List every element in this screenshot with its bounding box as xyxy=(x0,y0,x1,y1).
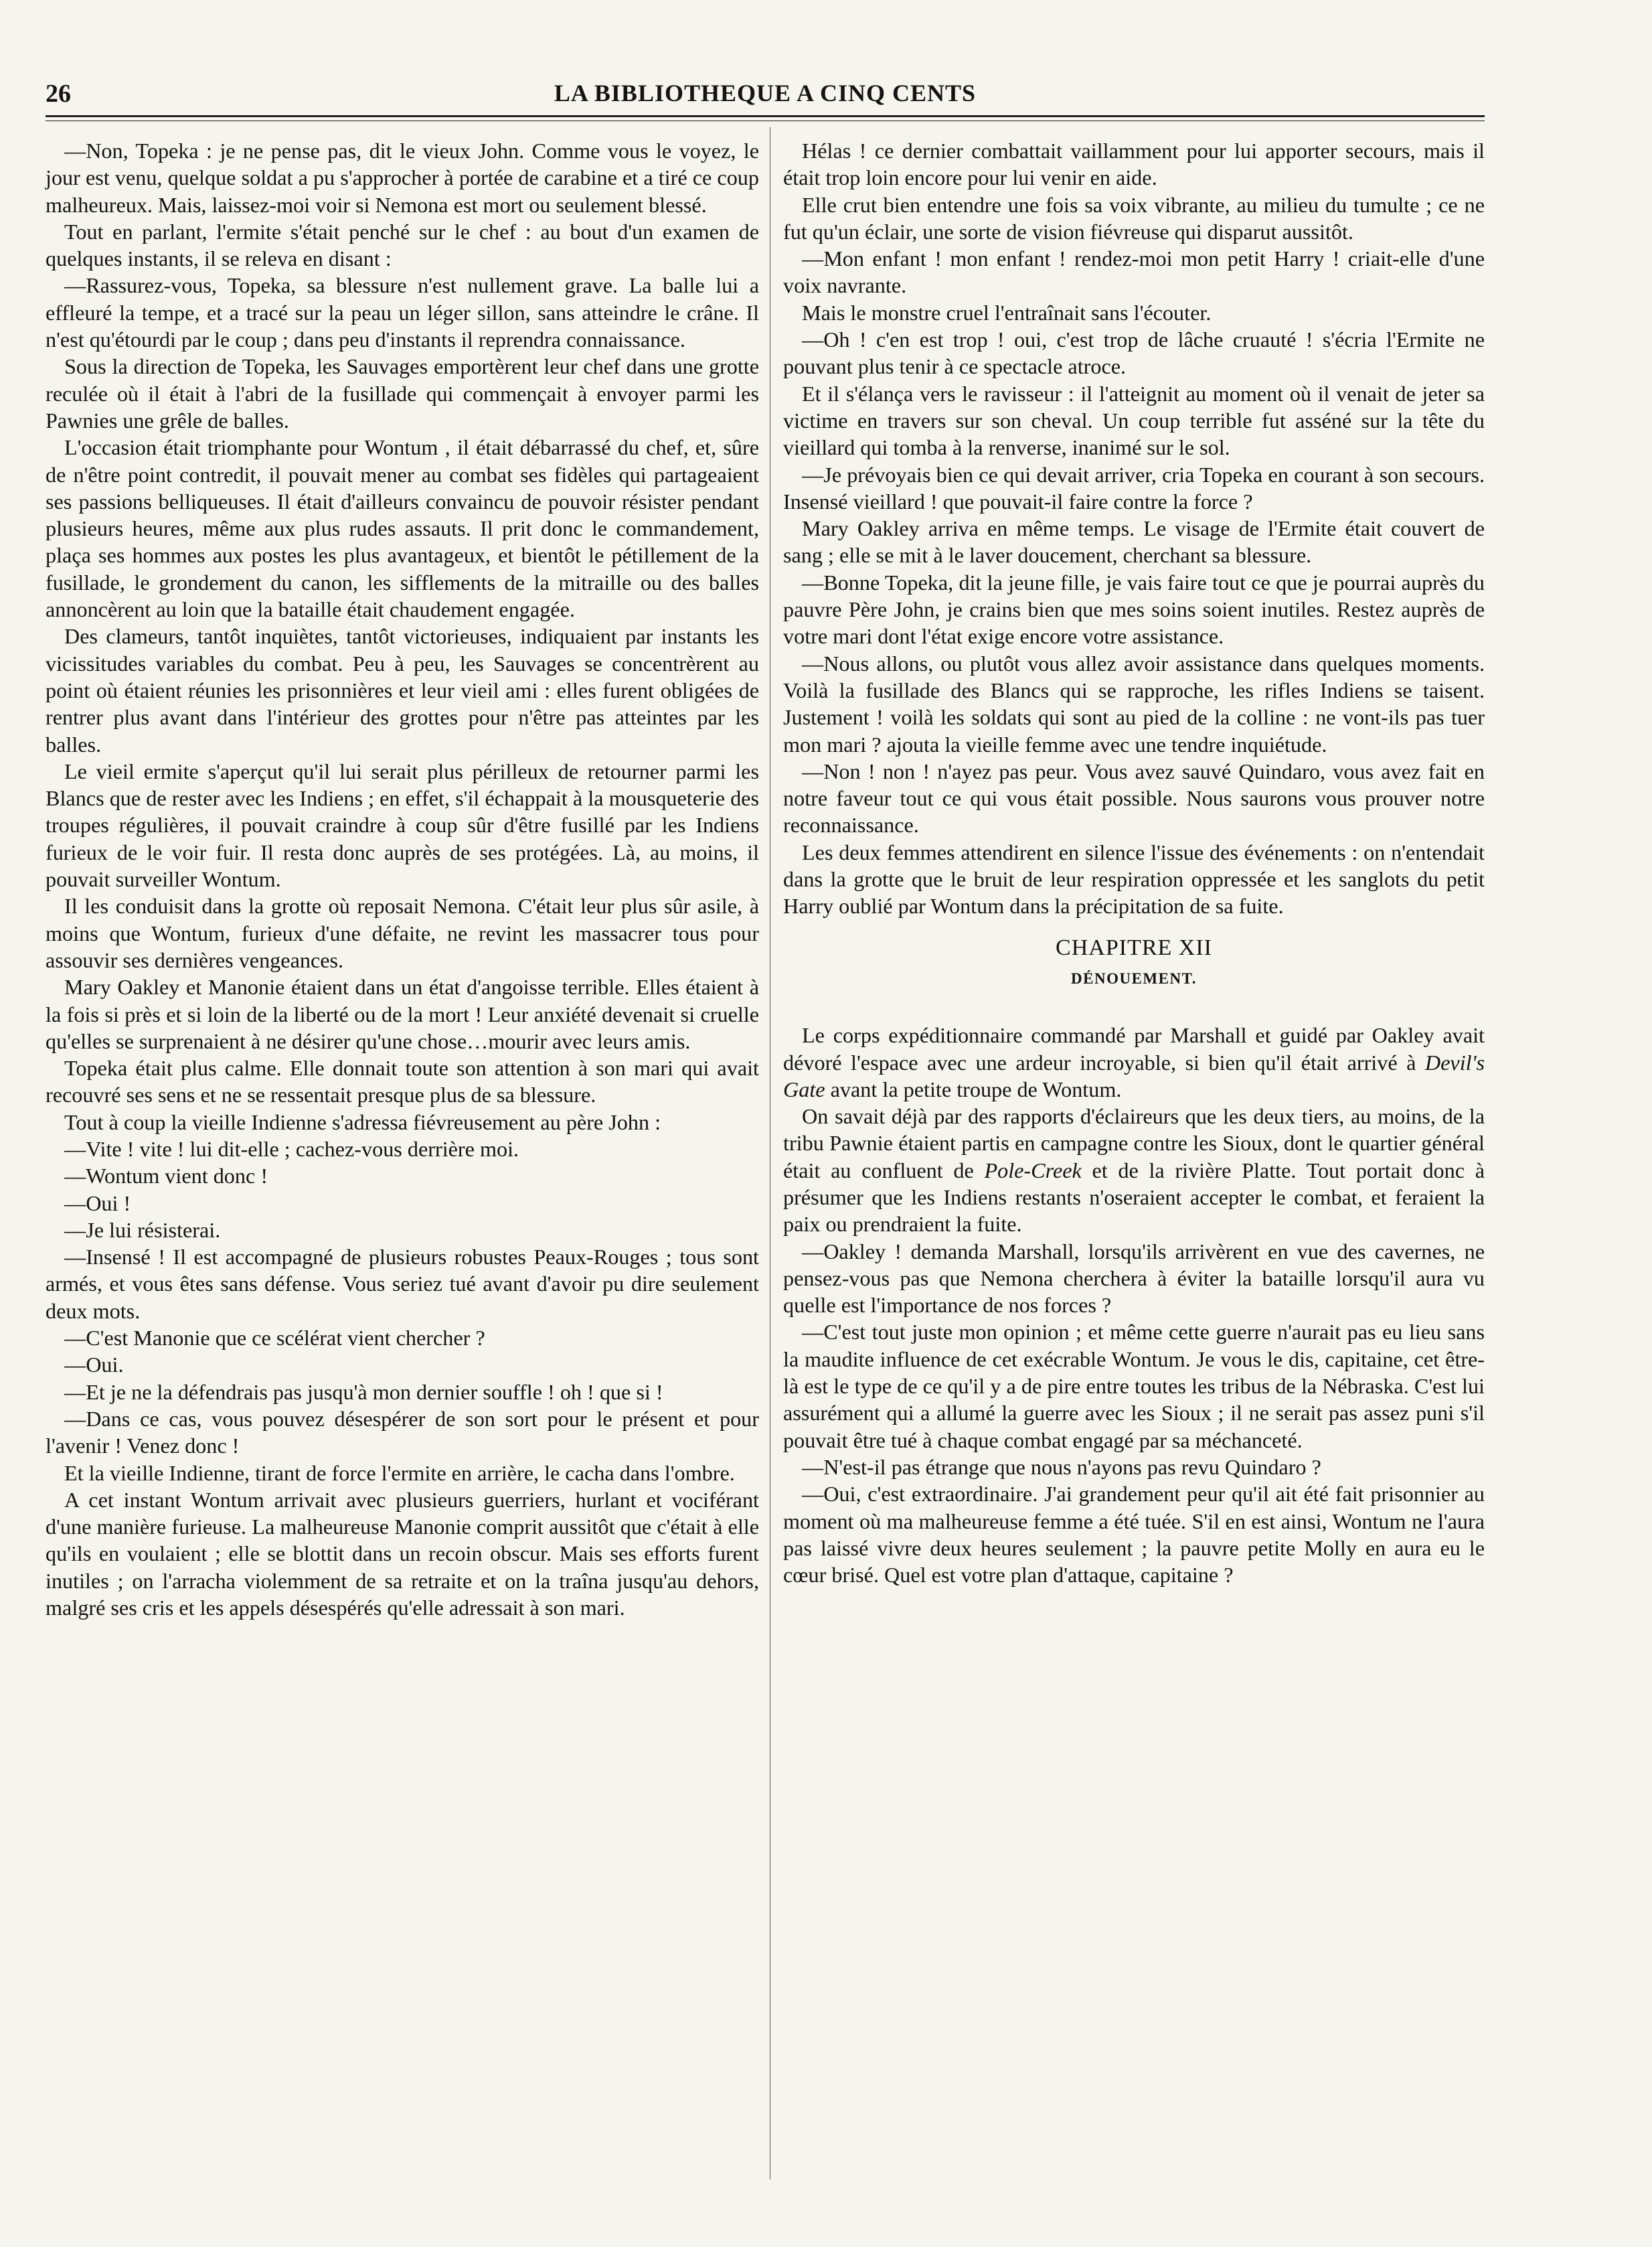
paragraph: —Vite ! vite ! lui dit-elle ; cachez-vous derrière moi. xyxy=(64,1136,519,1161)
running-title: LA BIBLIOTHEQUE A CINQ CENTS xyxy=(554,80,977,106)
paragraph: —Mon enfant ! mon enfant ! rendez-moi mon petit Harry ! criait-elle d'une voix navrante. xyxy=(783,246,1485,298)
paragraph: Sous la direction de Topeka, les Sauvages emportèrent leur chef dans une grotte reculée où il était à l'abri de la fusillade qui commençait à envoyer parmi les Pawnies une grêle de balles. xyxy=(46,354,759,433)
paragraph: Mary Oakley et Manonie étaient dans un état d'angoisse terrible. Elles étaient à la fois si près et si loin de la liberté ou de la mort ! Leur anxiété devenait si cruelle qu'elles se surprenaient à ne désirer qu'une chose…mourir avec leurs amis. xyxy=(46,975,759,1053)
paragraph: On savait déjà par des rapports d'éclaireurs que les deux tiers, au moins, de la tribu Pawnie étaient partis en campagne contre les Sioux, dont le quartier général était au confluent de Pole-Creek et de la rivière Platte. Tout portait donc à présumer que les Indiens restants n'oseraient accepter le combat, et feraient la paix ou prendraient la fuite. xyxy=(783,1104,1485,1237)
paragraph: Mais le monstre cruel l'entraînait sans l'écouter. xyxy=(802,300,1212,325)
paragraph: —Je lui résisterai. xyxy=(64,1217,221,1242)
paragraph: Hélas ! ce dernier combattait vaillamment pour lui apporter secours, mais il était trop loin encore pour lui venir en aide. xyxy=(783,139,1485,190)
paragraph: Il les conduisit dans la grotte où reposait Nemona. C'était leur plus sûr asile, à moins que Wontum, furieux d'une défaite, ne revint les massacrer tous pour assouvir ses dernières vengeances. xyxy=(46,894,759,972)
place-name: Pole-Creek xyxy=(984,1158,1082,1182)
paragraph: —Oui, c'est extraordinaire. J'ai grandement peur qu'il ait été fait prisonnier au moment où ma malheureuse femme a été tuée. S'il en est ainsi, Wontum ne l'aura pas laissé vivre deux heures seulement ; la pauvre petite Molly en aura eu le cœur brisé. Quel est votre plan d'attaque, capitaine ? xyxy=(783,1482,1485,1587)
paragraph: —C'est Manonie que ce scélérat vient chercher ? xyxy=(64,1326,485,1350)
paragraph: —Wontum vient donc ! xyxy=(64,1164,268,1188)
paragraph: A cet instant Wontum arrivait avec plusieurs guerriers, hurlant et vociférant d'une manière furieuse. La malheureuse Manonie comprit aussitôt que c'était à elle qu'ils en voulaient ; elle se blottit dans un recoin obscur. Mais ses efforts furent inutiles ; on l'arracha violemment de sa retraite et on la traîna jusqu'au dehors, malgré ses cris et les appels désespérés qu'elle adressait à son mari. xyxy=(46,1487,759,1620)
paragraph: Tout à coup la vieille Indienne s'adressa fiévreusement au père John : xyxy=(64,1109,661,1134)
paragraph: L'occasion était triomphante pour Wontum , il était débarrassé du chef, et, sûre de n'être point contredit, il pouvait mener au combat ses fidèles qui partageaient ses passions belliqueuses. Il était d'ailleurs convaincu de pouvoir résister pendant plusieurs heures, même aux plus rudes assauts. Il prit donc le commandement, plaça ses hommes aux postes les plus avantageux, et bientôt le pétillement de la fusillade, le grondement du canon, les sifflements de la mitraille ou des balles annoncèrent au loin que la bataille était chaudement engagée. xyxy=(46,435,759,622)
chapter-title: CHAPITRE XII xyxy=(1056,935,1212,960)
paragraph: Le vieil ermite s'aperçut qu'il lui serait plus périlleux de retourner parmi les Blancs que de rester avec les Indiens ; en effet, s'il échappait à la mousqueterie des troupes régulières, il pouvait craindre à coup sûr d'être fusillé par les Indiens furieux de le voir fuir. Il resta donc auprès de ses protégées. Là, au moins, il pouvait surveiller Wontum. xyxy=(46,759,759,892)
paragraph: —Oui. xyxy=(64,1352,124,1377)
paragraph: Les deux femmes attendirent en silence l'issue des événements : on n'entendait dans la grotte que le bruit de leur respiration oppressée et les sanglots du petit Harry oublié par Wontum dans la précipitation de sa fuite. xyxy=(783,840,1485,919)
place-name: Devil's Gate xyxy=(783,1050,1485,1101)
right-column xyxy=(783,137,1485,1588)
paragraph: Des clameurs, tantôt inquiètes, tantôt victorieuses, indiquaient par instants les vicissitudes variables du combat. Peu à peu, les Sauvages se concentrèrent au point où étaient réunies les prisonnières et leur vieil ami : elles furent obligées de rentrer plus avant dans l'intérieur des grottes pour n'être pas atteintes par les balles. xyxy=(46,624,759,757)
left-column xyxy=(46,137,759,1621)
paragraph: Et il s'élança vers le ravisseur : il l'atteignit au moment où il venait de jeter sa victime en travers sur son cheval. Un coup terrible fut asséné sur la tête du vieillard qui tomba à la renverse, inanimé sur le sol. xyxy=(783,381,1485,460)
paragraph: —Bonne Topeka, dit la jeune fille, je vais faire tout ce que je pourrai auprès du pauvre Père John, je crains bien que mes soins soient inutiles. Restez auprès de votre mari dont l'état exige encore votre assistance. xyxy=(783,570,1485,649)
paragraph: —Insensé ! Il est accompagné de plusieurs robustes Peaux-Rouges ; tous sont armés, et vous êtes sans défense. Vous seriez tué avant d'avoir pu dire seulement deux mots. xyxy=(46,1245,759,1323)
page-number: 26 xyxy=(46,80,71,108)
paragraph: —Nous allons, ou plutôt vous allez avoir assistance dans quelques moments. Voilà la fusillade des Blancs qui se rapproche, les rifles Indiens se taisent. Justement ! voilà les soldats qui sont au pied de la colline : ne vont-ils pas tuer mon mari ? ajouta la vieille femme avec une tendre inquiétude. xyxy=(783,651,1485,757)
paragraph: Le corps expéditionnaire commandé par Marshall et guidé par Oakley avait dévoré l'espace avec une ardeur incroyable, si bien qu'il était arrivé à Devil's Gate avant la petite troupe de Wontum. xyxy=(783,1023,1485,1101)
paragraph: Mary Oakley arriva en même temps. Le visage de l'Ermite était couvert de sang ; elle se mit à le laver doucement, cherchant sa blessure. xyxy=(783,516,1485,568)
chapter-subtitle: DÉNOUEMENT. xyxy=(1071,970,1197,987)
page-header xyxy=(46,79,1485,118)
paragraph: —C'est tout juste mon opinion ; et même cette guerre n'aurait pas eu lieu sans la maudite influence de cet exécrable Wontum. Je vous le dis, capitaine, cet être-là est le type de ce qu'il y a de pire entre toutes les tribus de la Nébraska. C'est lui assurément qui a allumé la guerre avec les Sioux ; il ne serait pas assez puni s'il pouvait être tué à chaque combat engagé par sa méchanceté. xyxy=(783,1320,1485,1452)
header-rule-thick xyxy=(46,115,1485,117)
paragraph: —Non ! non ! n'ayez pas peur. Vous avez sauvé Quindaro, vous avez fait en notre faveur tout ce qui vous était possible. Nous saurons vous prouver notre reconnaissance. xyxy=(783,759,1485,838)
paragraph: —Oh ! c'en est trop ! oui, c'est trop de lâche cruauté ! s'écria l'Ermite ne pouvant plus tenir à ce spectacle atroce. xyxy=(783,327,1485,379)
right-column-top xyxy=(783,137,1485,920)
paragraph: —N'est-il pas étrange que nous n'ayons pas revu Quindaro ? xyxy=(802,1454,1321,1479)
paragraph: —Dans ce cas, vous pouvez désespérer de son sort pour le présent et pour l'avenir ! Venez donc ! xyxy=(46,1406,759,1458)
paragraph: Tout en parlant, l'ermite s'était penché sur le chef : au bout d'un examen de quelques instants, il se releva en disant : xyxy=(46,219,759,271)
paragraph: Elle crut bien entendre une fois sa voix vibrante, au milieu du tumulte ; ce ne fut qu'un éclair, une sorte de vision fiévreuse qui disparut aussitôt. xyxy=(783,192,1485,244)
paragraph: —Rassurez-vous, Topeka, sa blessure n'est nullement grave. La balle lui a effleuré la tempe, et a tracé sur la peau un léger sillon, sans atteindre le crâne. Il n'est qu'étourdi par le coup ; dans peu d'instants il reprendra connaissance. xyxy=(46,273,759,352)
paragraph: —Et je ne la défendrais pas jusqu'à mon dernier souffle ! oh ! que si ! xyxy=(64,1379,663,1404)
paragraph: —Non, Topeka : je ne pense pas, dit le vieux John. Comme vous le voyez, le jour est venu, quelque soldat a pu s'approcher à portée de carabine et a tiré ce coup malheureux. Mais, laissez-moi voir si Nemona est mort ou seulement blessé. xyxy=(46,139,759,217)
right-column-bottom xyxy=(783,1238,1485,1589)
paragraph: Topeka était plus calme. Elle donnait toute son attention à son mari qui avait recouvré ses sens et ne se ressentait presque plus de sa blessure. xyxy=(46,1056,759,1107)
paragraph: Et la vieille Indienne, tirant de force l'ermite en arrière, le cacha dans l'ombre. xyxy=(64,1460,735,1485)
paragraph: —Je prévoyais bien ce qui devait arriver, cria Topeka en courant à son secours. Insensé vieillard ! que pouvait-il faire contre la force ? xyxy=(783,462,1485,514)
paragraph: —Oakley ! demanda Marshall, lorsqu'ils arrivèrent en vue des cavernes, ne pensez-vous pas que Nemona cherchera à éviter la bataille lorsqu'il aura vu quelle est l'importance de nos forces ? xyxy=(783,1239,1485,1318)
paragraph: —Oui ! xyxy=(64,1190,131,1215)
